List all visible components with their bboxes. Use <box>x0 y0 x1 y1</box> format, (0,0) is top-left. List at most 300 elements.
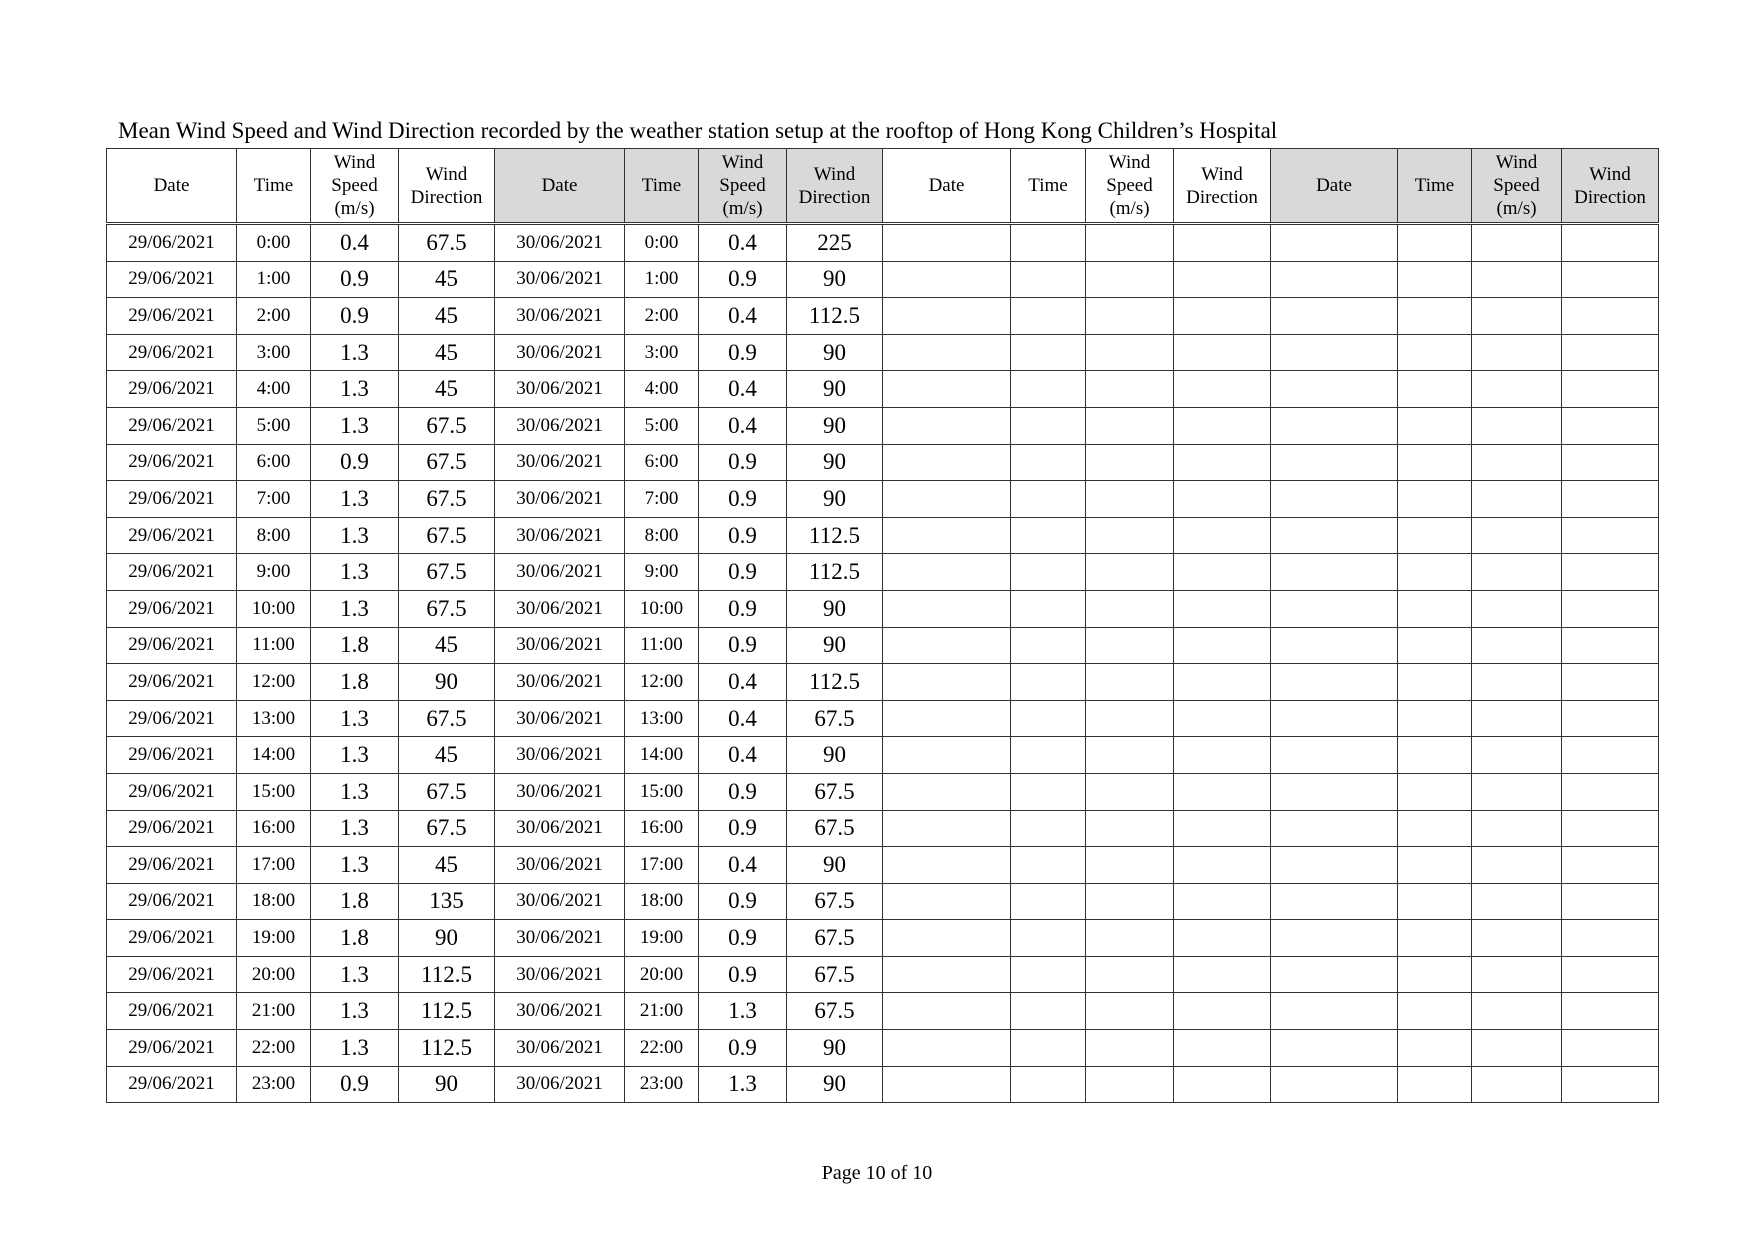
cell-time <box>1011 993 1086 1030</box>
cell-time: 1:00 <box>237 261 311 298</box>
cell-time: 6:00 <box>237 444 311 481</box>
cell-dir: 67.5 <box>399 517 495 554</box>
table-row <box>107 993 1659 1030</box>
cell-dir <box>1174 883 1271 920</box>
cell-time: 22:00 <box>625 1030 699 1067</box>
cell-dir <box>1562 371 1659 408</box>
cell-date <box>1271 883 1398 920</box>
table-row <box>107 847 1659 884</box>
cell-time <box>1398 444 1472 481</box>
cell-dir: 67.5 <box>787 700 883 737</box>
cell-dir <box>1174 407 1271 444</box>
cell-dir: 90 <box>787 847 883 884</box>
cell-time: 13:00 <box>237 700 311 737</box>
cell-time: 19:00 <box>237 920 311 957</box>
cell-time: 21:00 <box>625 993 699 1030</box>
cell-speed <box>1472 444 1562 481</box>
cell-time <box>1011 1066 1086 1103</box>
cell-dir: 90 <box>787 261 883 298</box>
cell-dir: 67.5 <box>787 993 883 1030</box>
cell-time: 8:00 <box>237 517 311 554</box>
table-row <box>107 298 1659 335</box>
cell-dir: 45 <box>399 737 495 774</box>
cell-dir: 67.5 <box>399 590 495 627</box>
cell-speed: 1.3 <box>311 407 399 444</box>
cell-date <box>1271 298 1398 335</box>
cell-date: 29/06/2021 <box>107 517 237 554</box>
cell-dir: 90 <box>787 737 883 774</box>
cell-speed: 0.4 <box>699 664 787 701</box>
cell-time <box>1398 956 1472 993</box>
cell-time: 15:00 <box>237 773 311 810</box>
cell-time <box>1011 334 1086 371</box>
cell-dir: 67.5 <box>399 481 495 518</box>
column-header-speed: Wind Speed (m/s) <box>699 149 787 224</box>
cell-time: 3:00 <box>625 334 699 371</box>
cell-time: 16:00 <box>237 810 311 847</box>
cell-date <box>1271 261 1398 298</box>
cell-dir <box>1562 517 1659 554</box>
cell-date: 30/06/2021 <box>495 627 625 664</box>
cell-dir <box>1174 224 1271 262</box>
cell-date: 29/06/2021 <box>107 664 237 701</box>
cell-speed <box>1086 224 1174 262</box>
cell-time: 21:00 <box>237 993 311 1030</box>
cell-speed <box>1472 1066 1562 1103</box>
cell-date <box>1271 517 1398 554</box>
cell-date <box>883 407 1011 444</box>
cell-speed <box>1472 371 1562 408</box>
cell-date <box>883 810 1011 847</box>
cell-speed: 1.8 <box>311 664 399 701</box>
cell-date: 29/06/2021 <box>107 334 237 371</box>
cell-speed: 1.3 <box>311 773 399 810</box>
cell-speed <box>1472 847 1562 884</box>
cell-speed: 1.3 <box>311 590 399 627</box>
cell-date <box>1271 1066 1398 1103</box>
cell-time: 7:00 <box>625 481 699 518</box>
cell-dir: 67.5 <box>399 444 495 481</box>
cell-date <box>1271 627 1398 664</box>
cell-date: 29/06/2021 <box>107 700 237 737</box>
cell-dir: 90 <box>787 1066 883 1103</box>
cell-speed: 1.3 <box>311 847 399 884</box>
cell-speed <box>1472 224 1562 262</box>
cell-time: 4:00 <box>625 371 699 408</box>
cell-time <box>1398 883 1472 920</box>
cell-dir <box>1174 444 1271 481</box>
cell-time <box>1398 590 1472 627</box>
table-row <box>107 261 1659 298</box>
cell-dir <box>1174 956 1271 993</box>
cell-speed: 0.9 <box>699 627 787 664</box>
table-row <box>107 773 1659 810</box>
cell-time: 4:00 <box>237 371 311 408</box>
cell-speed: 0.9 <box>699 956 787 993</box>
cell-time <box>1011 773 1086 810</box>
cell-date <box>1271 773 1398 810</box>
cell-date <box>1271 920 1398 957</box>
cell-time: 5:00 <box>625 407 699 444</box>
cell-dir: 67.5 <box>399 773 495 810</box>
cell-speed: 0.4 <box>699 371 787 408</box>
cell-speed: 0.9 <box>699 554 787 591</box>
cell-dir <box>1174 590 1271 627</box>
cell-date: 30/06/2021 <box>495 444 625 481</box>
cell-dir <box>1174 1066 1271 1103</box>
cell-time <box>1011 664 1086 701</box>
cell-time: 20:00 <box>237 956 311 993</box>
cell-date: 29/06/2021 <box>107 847 237 884</box>
cell-dir: 90 <box>399 920 495 957</box>
cell-date: 29/06/2021 <box>107 371 237 408</box>
cell-date: 29/06/2021 <box>107 590 237 627</box>
cell-time: 23:00 <box>237 1066 311 1103</box>
cell-speed: 0.4 <box>699 224 787 262</box>
cell-date: 30/06/2021 <box>495 261 625 298</box>
cell-speed: 0.4 <box>699 700 787 737</box>
cell-dir: 90 <box>787 444 883 481</box>
cell-speed <box>1472 956 1562 993</box>
cell-date: 29/06/2021 <box>107 224 237 262</box>
cell-dir: 45 <box>399 261 495 298</box>
cell-speed <box>1086 444 1174 481</box>
cell-time <box>1398 737 1472 774</box>
table-row <box>107 224 1659 262</box>
cell-time: 11:00 <box>625 627 699 664</box>
cell-time <box>1011 920 1086 957</box>
column-header-dir: Wind Direction <box>787 149 883 224</box>
cell-speed: 0.9 <box>699 261 787 298</box>
cell-speed <box>1472 298 1562 335</box>
cell-dir: 45 <box>399 334 495 371</box>
cell-date: 30/06/2021 <box>495 737 625 774</box>
cell-date: 29/06/2021 <box>107 481 237 518</box>
cell-dir <box>1174 627 1271 664</box>
cell-time: 6:00 <box>625 444 699 481</box>
table-row <box>107 590 1659 627</box>
cell-date <box>883 444 1011 481</box>
cell-speed <box>1472 810 1562 847</box>
cell-time: 5:00 <box>237 407 311 444</box>
cell-date: 30/06/2021 <box>495 371 625 408</box>
cell-dir <box>1174 334 1271 371</box>
cell-time <box>1398 334 1472 371</box>
cell-speed <box>1086 1030 1174 1067</box>
cell-time <box>1398 517 1472 554</box>
column-header-date: Date <box>107 149 237 224</box>
cell-dir <box>1562 847 1659 884</box>
cell-speed: 0.9 <box>699 920 787 957</box>
cell-time: 12:00 <box>237 664 311 701</box>
cell-time <box>1398 1030 1472 1067</box>
cell-dir: 90 <box>787 590 883 627</box>
cell-speed <box>1086 407 1174 444</box>
cell-dir <box>1562 590 1659 627</box>
cell-date <box>883 773 1011 810</box>
cell-speed <box>1086 554 1174 591</box>
table-row <box>107 627 1659 664</box>
cell-speed <box>1086 737 1174 774</box>
cell-dir: 112.5 <box>399 993 495 1030</box>
cell-dir: 90 <box>399 1066 495 1103</box>
cell-dir <box>1562 298 1659 335</box>
cell-date <box>1271 664 1398 701</box>
cell-time: 15:00 <box>625 773 699 810</box>
cell-speed: 1.3 <box>311 554 399 591</box>
column-header-time: Time <box>1011 149 1086 224</box>
cell-date: 29/06/2021 <box>107 883 237 920</box>
cell-dir <box>1174 737 1271 774</box>
cell-dir <box>1174 481 1271 518</box>
cell-time <box>1011 407 1086 444</box>
cell-date <box>1271 481 1398 518</box>
column-header-dir: Wind Direction <box>399 149 495 224</box>
cell-time <box>1398 627 1472 664</box>
cell-time: 0:00 <box>625 224 699 262</box>
cell-time <box>1398 554 1472 591</box>
cell-dir: 45 <box>399 627 495 664</box>
cell-time <box>1011 737 1086 774</box>
cell-date: 30/06/2021 <box>495 481 625 518</box>
cell-speed <box>1472 261 1562 298</box>
cell-time: 2:00 <box>625 298 699 335</box>
cell-speed: 1.3 <box>311 810 399 847</box>
cell-date <box>883 1030 1011 1067</box>
cell-dir <box>1562 737 1659 774</box>
cell-dir: 45 <box>399 371 495 408</box>
cell-time <box>1011 956 1086 993</box>
cell-date: 30/06/2021 <box>495 883 625 920</box>
cell-time <box>1011 810 1086 847</box>
table-row <box>107 517 1659 554</box>
cell-date: 29/06/2021 <box>107 1066 237 1103</box>
cell-dir: 90 <box>787 627 883 664</box>
cell-speed <box>1472 590 1562 627</box>
cell-date <box>1271 810 1398 847</box>
cell-speed <box>1472 773 1562 810</box>
table-row <box>107 481 1659 518</box>
cell-dir <box>1562 481 1659 518</box>
table-row <box>107 554 1659 591</box>
cell-speed: 1.8 <box>311 920 399 957</box>
cell-dir: 90 <box>399 664 495 701</box>
cell-speed: 0.9 <box>699 334 787 371</box>
table-row <box>107 1066 1659 1103</box>
cell-time <box>1398 993 1472 1030</box>
cell-dir <box>1562 554 1659 591</box>
cell-dir: 112.5 <box>787 517 883 554</box>
cell-time <box>1398 371 1472 408</box>
cell-speed <box>1086 298 1174 335</box>
cell-time: 1:00 <box>625 261 699 298</box>
cell-date: 30/06/2021 <box>495 407 625 444</box>
cell-speed: 0.9 <box>699 517 787 554</box>
cell-time: 0:00 <box>237 224 311 262</box>
cell-date <box>1271 407 1398 444</box>
cell-dir: 90 <box>787 407 883 444</box>
cell-dir: 67.5 <box>787 956 883 993</box>
cell-speed: 1.3 <box>311 517 399 554</box>
page-title: Mean Wind Speed and Wind Direction recorded by the weather station setup at the rooftop of Hong Kong Children’s Hospital <box>118 118 1278 143</box>
cell-date: 29/06/2021 <box>107 554 237 591</box>
cell-speed: 0.9 <box>311 1066 399 1103</box>
cell-time <box>1398 773 1472 810</box>
cell-speed: 1.3 <box>699 1066 787 1103</box>
cell-speed: 1.3 <box>311 993 399 1030</box>
cell-dir <box>1174 261 1271 298</box>
cell-time <box>1398 481 1472 518</box>
cell-speed <box>1086 261 1174 298</box>
cell-date: 30/06/2021 <box>495 956 625 993</box>
cell-date <box>883 224 1011 262</box>
cell-speed <box>1086 773 1174 810</box>
table-row <box>107 664 1659 701</box>
cell-dir <box>1562 1030 1659 1067</box>
cell-speed: 1.3 <box>311 700 399 737</box>
cell-dir: 45 <box>399 298 495 335</box>
cell-date <box>883 554 1011 591</box>
page-number: Page 10 of 10 <box>821 1162 933 1184</box>
cell-date <box>1271 847 1398 884</box>
cell-dir <box>1174 371 1271 408</box>
cell-time <box>1011 883 1086 920</box>
cell-date <box>883 481 1011 518</box>
cell-dir <box>1174 298 1271 335</box>
cell-dir: 67.5 <box>399 810 495 847</box>
cell-date <box>1271 224 1398 262</box>
cell-speed <box>1086 883 1174 920</box>
cell-dir: 67.5 <box>399 224 495 262</box>
cell-dir <box>1562 224 1659 262</box>
cell-dir <box>1174 554 1271 591</box>
cell-dir: 112.5 <box>787 554 883 591</box>
column-header-speed: Wind Speed (m/s) <box>1472 149 1562 224</box>
cell-speed: 0.9 <box>699 773 787 810</box>
cell-time <box>1398 847 1472 884</box>
cell-date <box>883 737 1011 774</box>
cell-time <box>1398 261 1472 298</box>
cell-speed <box>1472 737 1562 774</box>
cell-date: 30/06/2021 <box>495 590 625 627</box>
cell-dir: 90 <box>787 371 883 408</box>
cell-date: 30/06/2021 <box>495 1066 625 1103</box>
cell-dir: 67.5 <box>787 883 883 920</box>
column-header-time: Time <box>1398 149 1472 224</box>
cell-speed: 0.9 <box>699 1030 787 1067</box>
cell-speed: 1.3 <box>311 737 399 774</box>
cell-date: 30/06/2021 <box>495 1030 625 1067</box>
cell-time <box>1398 407 1472 444</box>
cell-date <box>1271 993 1398 1030</box>
cell-dir <box>1562 627 1659 664</box>
cell-dir <box>1174 993 1271 1030</box>
cell-dir: 112.5 <box>399 956 495 993</box>
table-row <box>107 334 1659 371</box>
cell-date <box>883 627 1011 664</box>
cell-date: 29/06/2021 <box>107 1030 237 1067</box>
cell-speed <box>1472 664 1562 701</box>
table-row <box>107 920 1659 957</box>
cell-date <box>883 920 1011 957</box>
cell-speed <box>1086 627 1174 664</box>
cell-speed <box>1086 664 1174 701</box>
cell-date: 29/06/2021 <box>107 261 237 298</box>
cell-time: 9:00 <box>625 554 699 591</box>
cell-dir <box>1174 920 1271 957</box>
cell-date <box>883 298 1011 335</box>
cell-date: 30/06/2021 <box>495 517 625 554</box>
cell-dir <box>1562 1066 1659 1103</box>
cell-dir <box>1562 334 1659 371</box>
cell-speed <box>1086 371 1174 408</box>
cell-speed <box>1086 847 1174 884</box>
cell-date <box>1271 554 1398 591</box>
cell-date: 29/06/2021 <box>107 627 237 664</box>
cell-speed: 0.9 <box>311 444 399 481</box>
cell-dir <box>1562 993 1659 1030</box>
cell-speed <box>1086 481 1174 518</box>
cell-dir <box>1562 700 1659 737</box>
cell-time <box>1011 517 1086 554</box>
cell-date: 30/06/2021 <box>495 664 625 701</box>
cell-time <box>1011 1030 1086 1067</box>
cell-speed: 1.3 <box>311 956 399 993</box>
cell-time: 17:00 <box>625 847 699 884</box>
cell-time: 9:00 <box>237 554 311 591</box>
cell-date <box>883 517 1011 554</box>
cell-speed <box>1472 627 1562 664</box>
cell-dir <box>1562 810 1659 847</box>
cell-time: 11:00 <box>237 627 311 664</box>
cell-date <box>1271 700 1398 737</box>
cell-dir <box>1174 847 1271 884</box>
cell-time: 3:00 <box>237 334 311 371</box>
cell-speed: 1.8 <box>311 627 399 664</box>
cell-time <box>1398 298 1472 335</box>
cell-speed <box>1086 590 1174 627</box>
cell-time: 12:00 <box>625 664 699 701</box>
cell-dir: 112.5 <box>399 1030 495 1067</box>
cell-date: 29/06/2021 <box>107 956 237 993</box>
cell-dir <box>1562 444 1659 481</box>
wind-data-table <box>106 148 1659 1103</box>
cell-date: 29/06/2021 <box>107 993 237 1030</box>
table-row <box>107 1030 1659 1067</box>
cell-time <box>1398 700 1472 737</box>
cell-dir <box>1562 407 1659 444</box>
cell-speed: 1.8 <box>311 883 399 920</box>
cell-dir <box>1174 664 1271 701</box>
cell-date <box>883 993 1011 1030</box>
cell-dir <box>1174 700 1271 737</box>
table-row <box>107 444 1659 481</box>
cell-date: 30/06/2021 <box>495 993 625 1030</box>
cell-speed <box>1472 883 1562 920</box>
table-row <box>107 737 1659 774</box>
cell-dir: 67.5 <box>787 810 883 847</box>
cell-time: 10:00 <box>625 590 699 627</box>
cell-dir <box>1562 261 1659 298</box>
cell-date: 30/06/2021 <box>495 334 625 371</box>
cell-speed: 0.9 <box>699 481 787 518</box>
cell-speed: 0.4 <box>311 224 399 262</box>
cell-time: 23:00 <box>625 1066 699 1103</box>
cell-date: 30/06/2021 <box>495 810 625 847</box>
column-header-date: Date <box>495 149 625 224</box>
cell-time: 17:00 <box>237 847 311 884</box>
cell-dir <box>1562 920 1659 957</box>
